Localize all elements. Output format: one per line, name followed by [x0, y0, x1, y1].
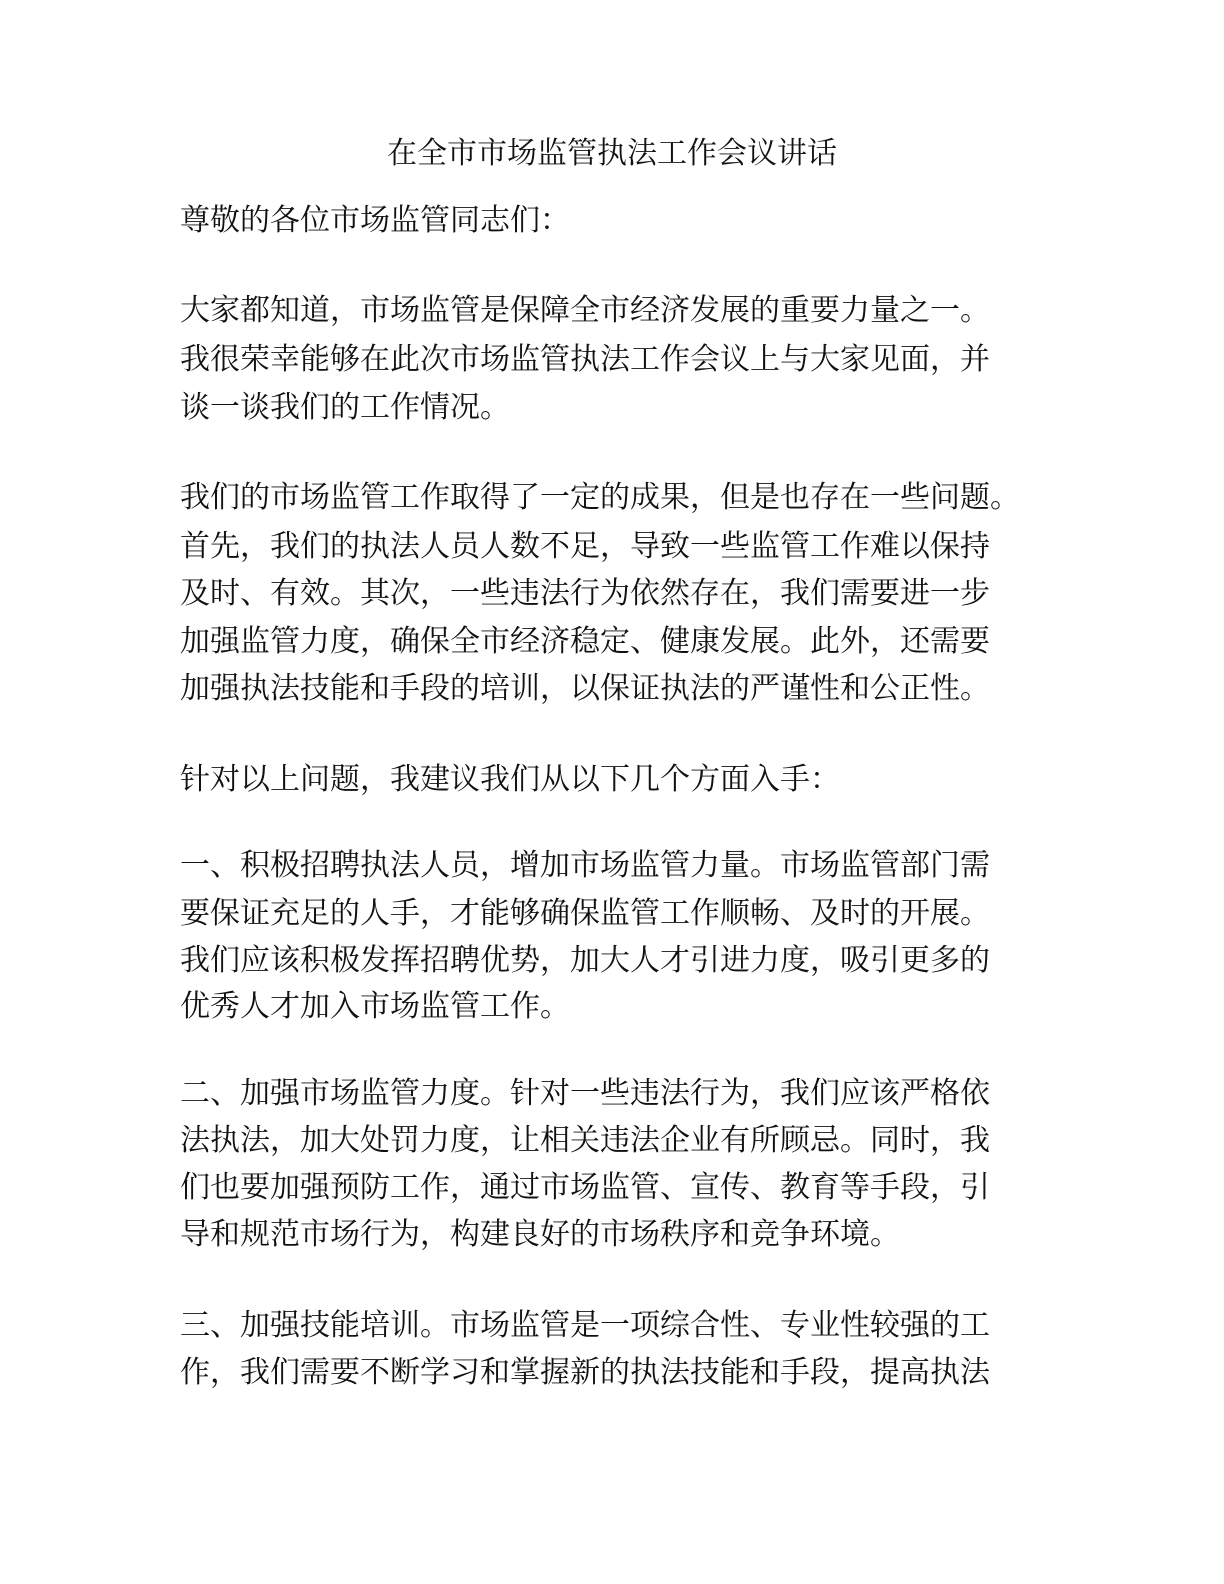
- paragraph-2-line-2: 首先，我们的执法人员人数不足，导致一些监管工作难以保持: [180, 529, 990, 564]
- paragraph-5-line-1: 二、加强市场监管力度。针对一些违法行为，我们应该严格依: [180, 1076, 990, 1111]
- paragraph-4-line-1: 一、积极招聘执法人员，增加市场监管力量。市场监管部门需: [180, 848, 990, 883]
- paragraph-6-line-1: 三、加强技能培训。市场监管是一项综合性、专业性较强的工: [180, 1308, 990, 1343]
- paragraph-5-line-4: 导和规范市场行为，构建良好的市场秩序和竞争环境。: [180, 1217, 900, 1252]
- paragraph-1-line-2: 我很荣幸能够在此次市场监管执法工作会议上与大家见面，并: [180, 342, 990, 377]
- paragraph-2-line-1: 我们的市场监管工作取得了一定的成果，但是也存在一些问题。: [180, 480, 1020, 515]
- paragraph-4-line-4: 优秀人才加入市场监管工作。: [180, 989, 570, 1024]
- paragraph-4-line-2: 要保证充足的人手，才能够确保监管工作顺畅、及时的开展。: [180, 896, 990, 931]
- paragraph-3-line-1: 针对以上问题，我建议我们从以下几个方面入手：: [180, 762, 840, 797]
- paragraph-2-line-3: 及时、有效。其次，一些违法行为依然存在，我们需要进一步: [180, 576, 990, 611]
- salutation-line: 尊敬的各位市场监管同志们：: [180, 203, 570, 238]
- paragraph-4-line-3: 我们应该积极发挥招聘优势，加大人才引进力度，吸引更多的: [180, 943, 990, 978]
- paragraph-2-line-4: 加强监管力度，确保全市经济稳定、健康发展。此外，还需要: [180, 624, 990, 659]
- paragraph-6-line-2: 作，我们需要不断学习和掌握新的执法技能和手段，提高执法: [180, 1355, 990, 1390]
- paragraph-5-line-2: 法执法，加大处罚力度，让相关违法企业有所顾忌。同时，我: [180, 1123, 990, 1158]
- paragraph-2-line-5: 加强执法技能和手段的培训，以保证执法的严谨性和公正性。: [180, 671, 990, 706]
- document-title: 在全市市场监管执法工作会议讲话: [387, 136, 837, 171]
- paragraph-1-line-3: 谈一谈我们的工作情况。: [180, 390, 510, 425]
- paragraph-5-line-3: 们也要加强预防工作，通过市场监管、宣传、教育等手段，引: [180, 1170, 990, 1205]
- paragraph-1-line-1: 大家都知道，市场监管是保障全市经济发展的重要力量之一。: [180, 293, 990, 328]
